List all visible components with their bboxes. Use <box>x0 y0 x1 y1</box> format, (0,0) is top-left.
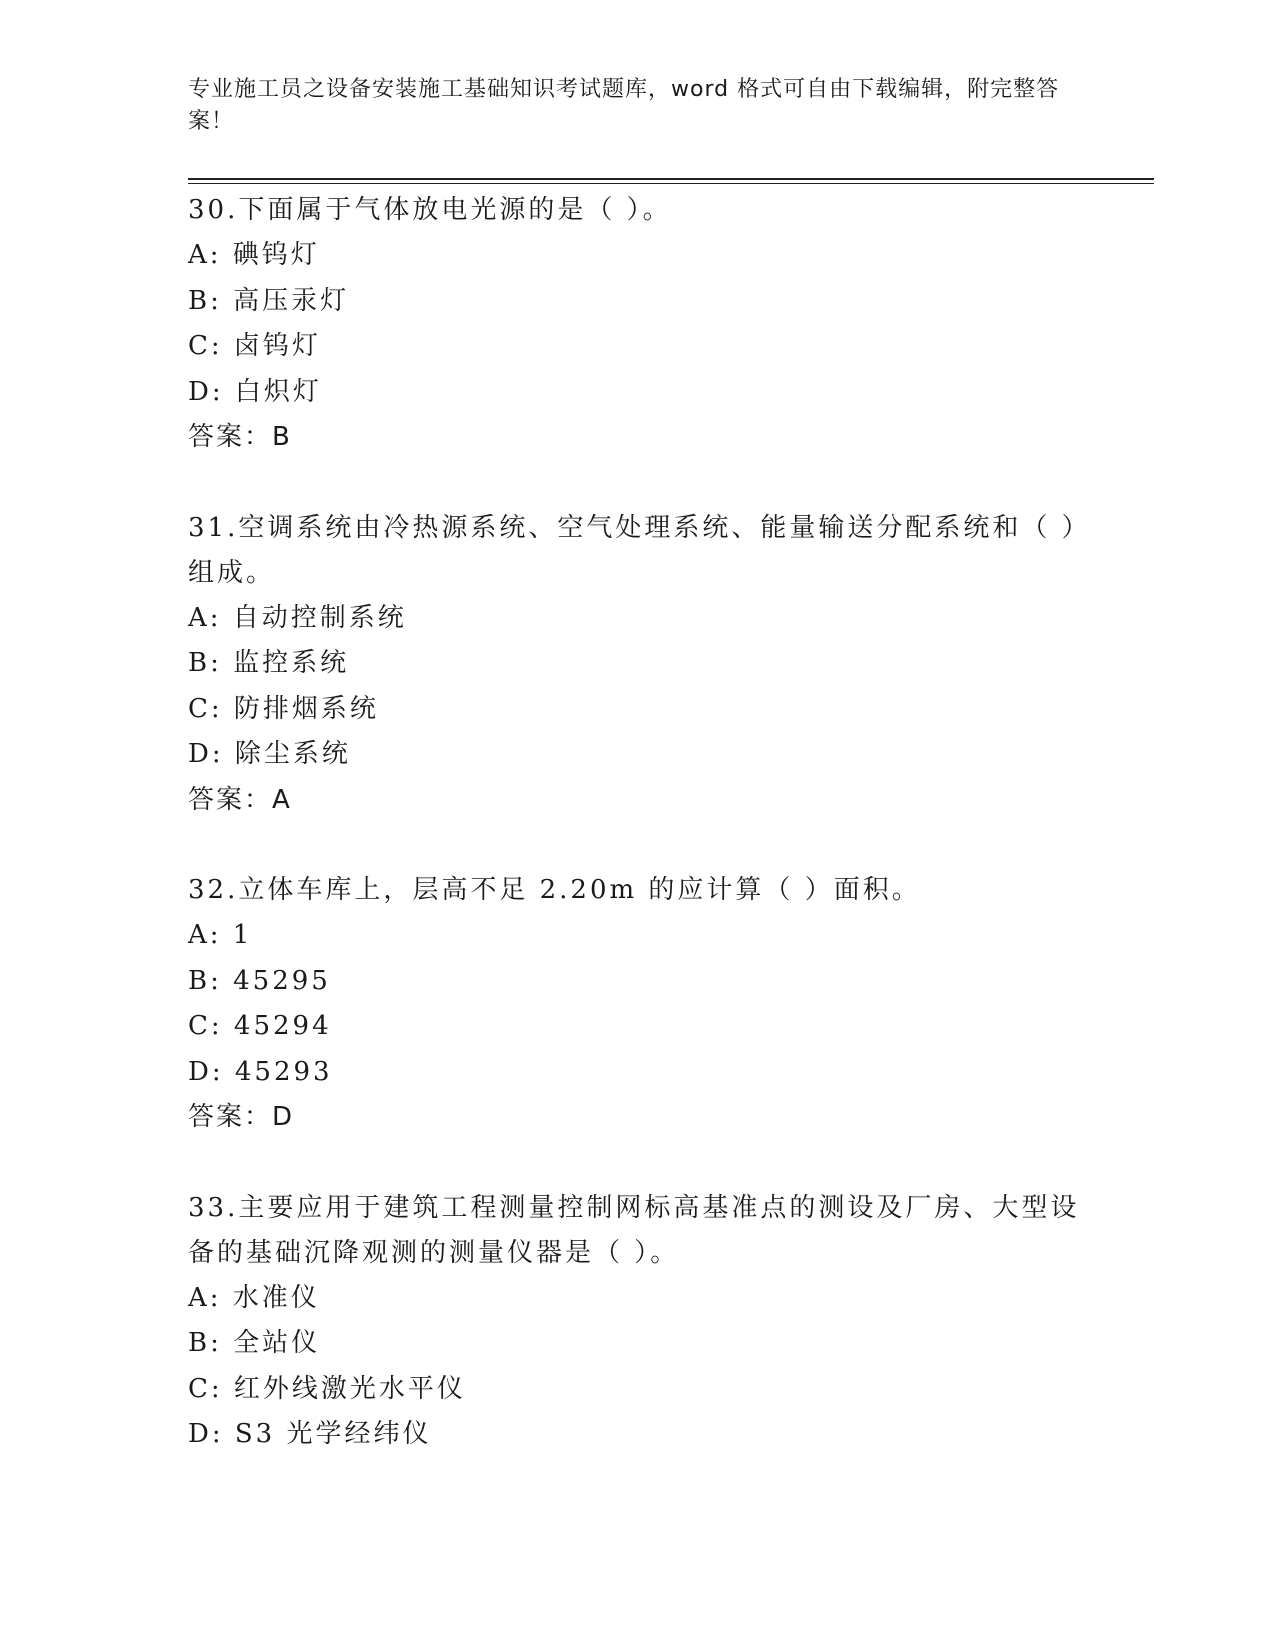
question-text: 30.下面属于气体放电光源的是（ ）。 <box>188 195 672 225</box>
option-a: A: 水准仪 <box>188 1282 320 1313</box>
question-spacer <box>188 1141 1088 1186</box>
answer-label: 答案：D <box>188 1102 295 1132</box>
option-d: D: 白炽灯 <box>188 376 322 407</box>
option-a: A: 1 <box>188 920 253 950</box>
option-d: D: S3 光学经纬仪 <box>188 1419 432 1449</box>
answer-label: 答案：A <box>188 784 292 815</box>
option-a: A: 碘钨灯 <box>188 240 320 270</box>
option-a: A: 自动控制系统 <box>188 602 407 633</box>
question-text: 31.空调系统由冷热源系统、空气处理系统、能量输送分配系统和（ ）组成。 <box>188 512 1078 588</box>
option-d: D: 45293 <box>188 1056 333 1087</box>
document-header <box>188 74 1068 138</box>
question-spacer <box>188 823 1088 868</box>
option-c: C: 红外线激光水平仪 <box>188 1373 466 1404</box>
question-list <box>188 188 1088 1458</box>
option-b: B: 高压汞灯 <box>188 285 350 316</box>
question-spacer <box>188 461 1088 506</box>
option-c: C: 卤钨灯 <box>188 331 321 361</box>
option-b: B: 45295 <box>188 965 331 996</box>
question-31 <box>188 506 1088 824</box>
question-text: 33.主要应用于建筑工程测量控制网标高基准点的测设及厂房、大型设备的基础沉降观测的测量仪器是（ ）。 <box>188 1192 1080 1268</box>
question-text: 32.立体车库上，层高不足 2.20m 的应计算（ ）面积。 <box>188 875 921 905</box>
header-divider-thin <box>188 183 1154 184</box>
option-d: D: 除尘系统 <box>188 739 351 769</box>
option-b: B: 监控系统 <box>188 648 350 678</box>
question-33 <box>188 1186 1088 1458</box>
question-30 <box>188 188 1088 461</box>
option-c: C: 45294 <box>188 1011 332 1041</box>
option-b: B: 全站仪 <box>188 1328 321 1358</box>
header-divider-thick <box>188 178 1154 180</box>
answer-label: 答案：B <box>188 422 292 452</box>
question-32 <box>188 868 1088 1141</box>
option-c: C: 防排烟系统 <box>188 693 379 724</box>
header-title: 专业施工员之设备安装施工基础知识考试题库，word 格式可自由下载编辑，附完整答案！ <box>188 77 1060 134</box>
